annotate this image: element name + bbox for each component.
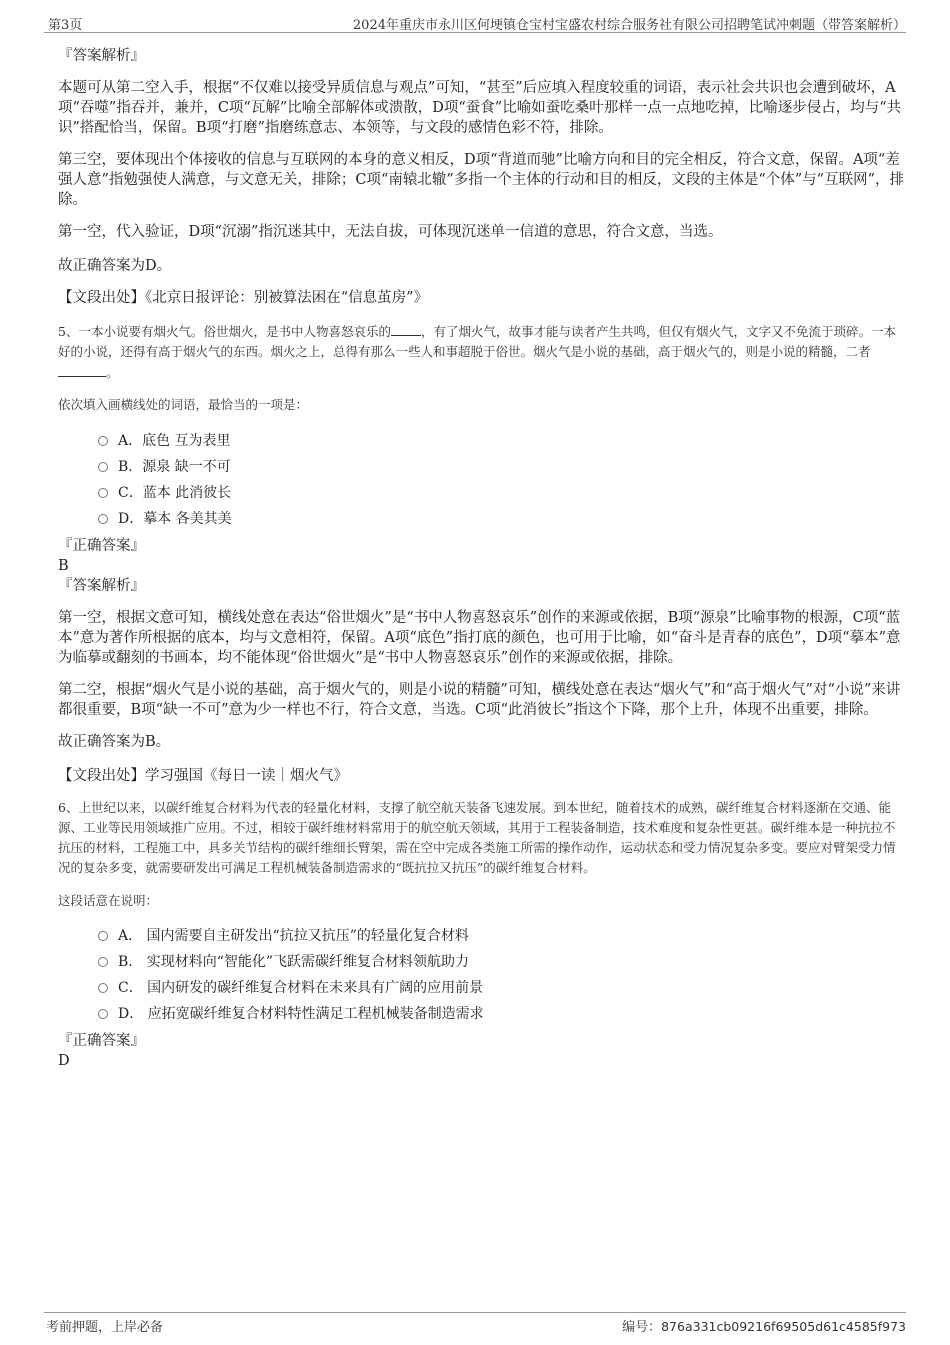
question-6: [58, 798, 904, 1071]
source-citation: 【文段出处】《北京日报评论：别被算法困在“信息茧房”》: [58, 290, 429, 306]
fill-blank: [391, 321, 421, 336]
analysis-tag: 『答案解析』: [58, 577, 145, 594]
radio-icon[interactable]: [98, 462, 108, 472]
correct-answer: D: [58, 1053, 70, 1069]
radio-icon[interactable]: [98, 957, 108, 967]
document-code: 编号：876a331cb09216f69505d61c4585f973: [622, 1319, 906, 1335]
page-number: 第3页: [48, 18, 83, 33]
radio-icon[interactable]: [98, 983, 108, 993]
fill-blank: [58, 362, 106, 377]
options-list: [58, 923, 904, 1027]
answer-tag: 『正确答案』: [58, 1033, 145, 1049]
option-b[interactable]: B．源泉 缺一不可: [58, 454, 904, 480]
question-4-analysis: [58, 46, 904, 308]
footer-slogan: 考前押题，上岸必备: [46, 1320, 164, 1335]
radio-icon[interactable]: [98, 931, 108, 941]
radio-icon[interactable]: [98, 488, 108, 498]
analysis-paragraph: 第一空，代入验证，D项“沉溺”指沉迷其中，无法自拔，可体现沉迷单一信道的意思，符合文意，当选。: [58, 224, 723, 240]
option-b[interactable]: B． 实现材料向“智能化”飞跃需碳纤维复合材料领航助力: [58, 949, 904, 975]
analysis-paragraph: 本题可从第二空入手，根据“不仅难以接受异质信息与观点”可知，“甚至”后应填入程度较重的词语，表示社会共识也会遭到破坏，A项“吞噬”指吞并，兼并，C项“瓦解”比喻全部解体或溃散，D项“蚕食”比喻如蚕吃桑叶那样一点一点地吃掉，比喻逐步侵占，均与“共识”搭配恰当，保留。B项“打磨”指磨练意志、本领等，与文段的感情色彩不符，排除。: [58, 80, 902, 136]
answer-conclusion: 故正确答案为D。: [58, 258, 172, 274]
question-stem: 5、一本小说要有烟火气。俗世烟火，是书中人物喜怒哀乐的 ，有了烟火气，故事才能与读者产生共鸣，但仅有烟火气，文字又不免流于琐碎。一本好的小说，还得有高于烟火气的东西。烟火之上，总得有那么一些人和事超脱于俗世。烟火气是小说的基础，高于烟火气的，则是小说的精髓，二者。: [58, 321, 904, 383]
analysis-paragraph: 第三空，要体现出个体接收的信息与互联网的本身的意义相反，D项“背道而驰”比喻方向和目的完全相反，符合文意，保留。A项“差强人意”指勉强使人满意，与文意无关，排除；C项“南辕北辙”多指一个主体的行动和目的相反，文段的主体是“个体”与“互联网”，排除。: [58, 152, 904, 208]
radio-icon[interactable]: [98, 436, 108, 446]
radio-icon[interactable]: [98, 1009, 108, 1019]
analysis-paragraph: 第一空，根据文意可知，横线处意在表达“俗世烟火”是“书中人物喜怒哀乐”创作的来源或依据，B项“源泉”比喻事物的根源，C项“蓝本”意为著作所根据的底本，均与文意相符，保留。A项“底色”指打底的颜色，也可用于比喻，如“奋斗是青春的底色”，D项“摹本”意为临摹或翻刻的书画本，均不能体现“俗世烟火”是“书中人物喜怒哀乐”创作的来源或依据，排除。: [58, 609, 901, 666]
source-citation: 【文段出处】学习强国《每日一读｜烟火气》: [58, 767, 348, 784]
option-c[interactable]: C． 国内研发的碳纤维复合材料在未来具有广阔的应用前景: [58, 975, 904, 1001]
page-header: [44, 12, 906, 33]
question-prompt: 依次填入画横线处的词语，最恰当的一项是：: [58, 397, 309, 412]
page-content: [58, 46, 904, 1071]
radio-icon[interactable]: [98, 514, 108, 524]
analysis-paragraph: 第二空，根据“烟火气是小说的基础，高于烟火气的，则是小说的精髓”可知，横线处意在表达“烟火气”和“高于烟火气”对“小说”来讲都很重要，B项“缺一不可”意为少一样也不行，符合文意，当选。C项“此消彼长”指这个下降，那个上升，体现不出重要，排除。: [58, 681, 901, 718]
answer-conclusion: 故正确答案为B。: [58, 733, 171, 750]
option-a[interactable]: A． 国内需要自主研发出“抗拉又抗压”的轻量化复合材料: [58, 923, 904, 949]
analysis-tag: 『答案解析』: [58, 48, 145, 64]
correct-answer: B: [58, 557, 69, 574]
question-prompt: 这段话意在说明：: [58, 892, 159, 908]
option-d[interactable]: D． 应拓宽碳纤维复合材料特性满足工程机械装备制造需求: [58, 1001, 904, 1027]
answer-tag: 『正确答案』: [58, 537, 145, 554]
question-stem: 6、上世纪以来，以碳纤维复合材料为代表的轻量化材料，支撑了航空航天装备飞速发展。到本世纪，随着技术的成熟，碳纤维复合材料逐渐在交通、能源、工业等民用领域推广应用。不过，相较于碳纤维材料常用于的航空航天领域，其用于工程装备制造，技术难度和复杂性更甚。碳纤维本是一种抗拉不抗压的材料，工程施工中，具多关节结构的碳纤维细长臂架，需在空中完成各类施工所需的操作动作，运动状态和受力情况复杂多变。要应对臂架受力情况的复杂多变，就需要研发出可满足工程机械装备制造需求的“既抗拉又抗压”的碳纤维复合材料。: [58, 800, 896, 875]
document-title: 2024年重庆市永川区何埂镇仓宝村宝盛农村综合服务社有限公司招聘笔试冲刺题（带答案解析）: [352, 18, 906, 33]
question-5: [58, 321, 904, 786]
options-list: [58, 428, 904, 532]
page-footer: [44, 1312, 906, 1335]
option-d[interactable]: D．摹本 各美其美: [58, 506, 904, 532]
option-a[interactable]: A．底色 互为表里: [58, 428, 904, 454]
option-c[interactable]: C．蓝本 此消彼长: [58, 480, 904, 506]
